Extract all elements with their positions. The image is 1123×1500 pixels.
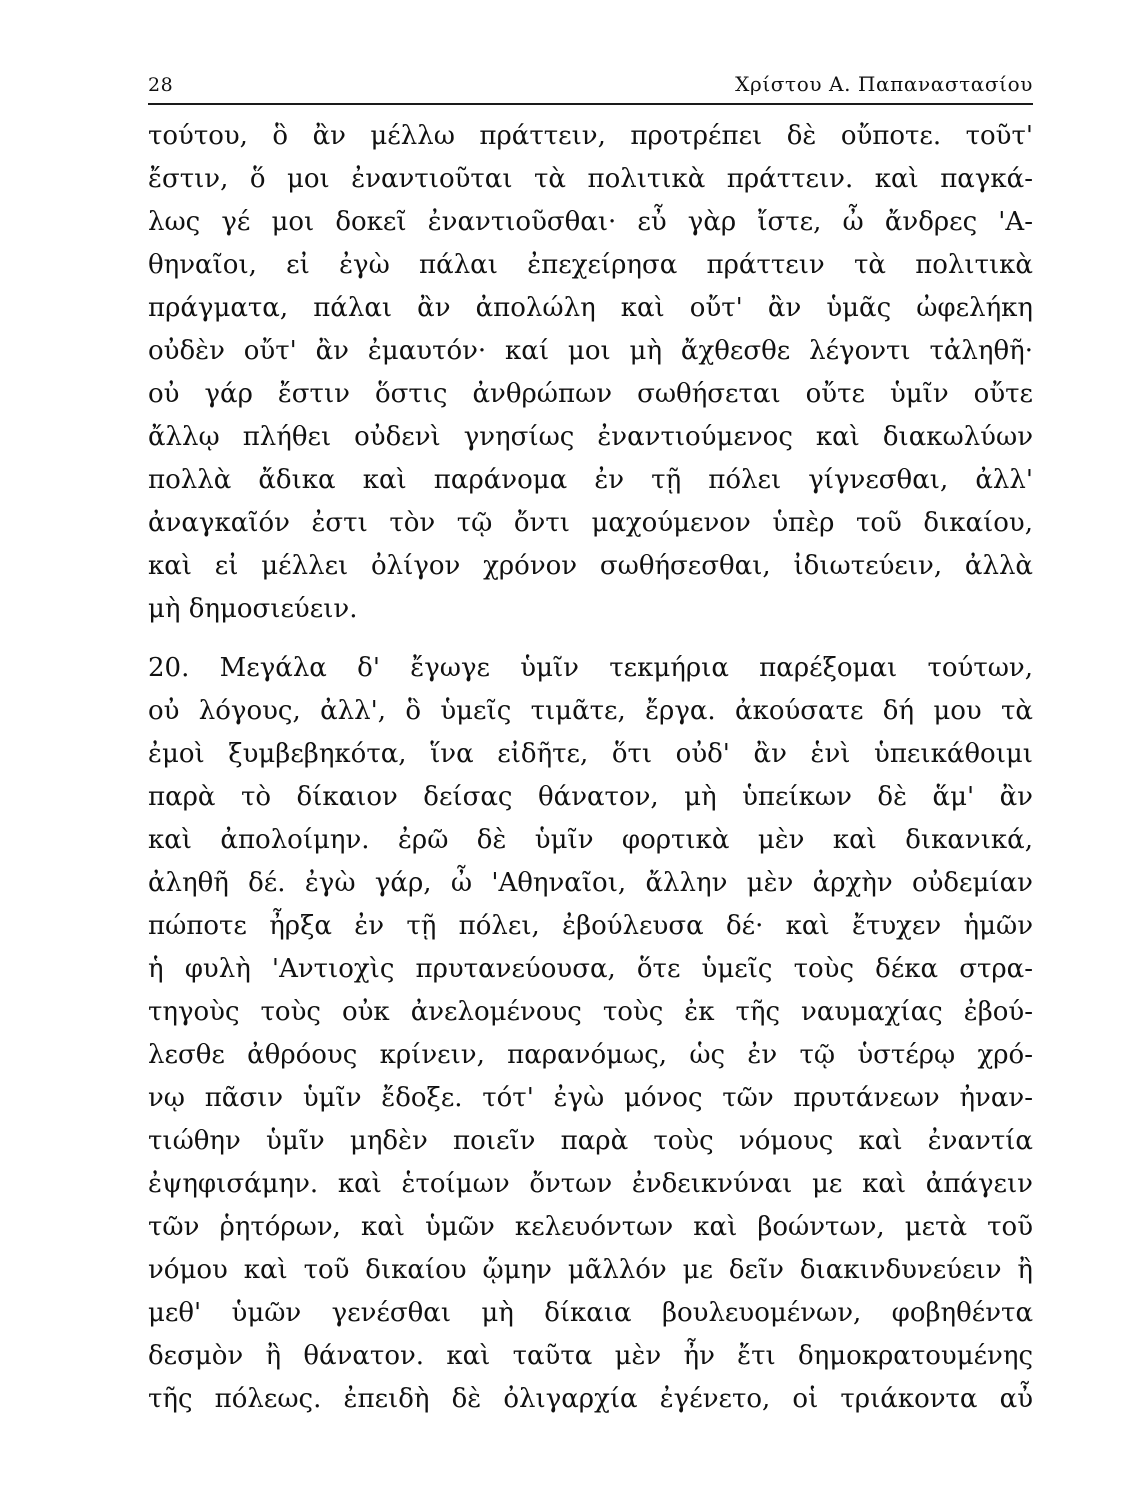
running-title: Χρίστου Α. Παπαναστασίου bbox=[735, 72, 1033, 96]
text-line: τούτου, ὃ ἂν μέλλω πράττειν, προτρέπει δὲ οὔποτε. τοῦτ' bbox=[148, 121, 1033, 151]
text-line: μὴ δημοσιεύειν. bbox=[148, 594, 358, 624]
text-line: δεσμὸν ἢ θάνατον. καὶ ταῦτα μὲν ἦν ἔτι δημοκρατουμένης bbox=[148, 1341, 1033, 1371]
page-number: 28 bbox=[148, 74, 174, 96]
text-line: θηναῖοι, εἰ ἐγὼ πάλαι ἐπεχείρησα πράττειν τὰ πολιτικὰ bbox=[148, 250, 1033, 280]
text-line: τιώθην ὑμῖν μηδὲν ποιεῖν παρὰ τοὺς νόμους καὶ ἐναντία bbox=[148, 1126, 1033, 1156]
text-line: νῳ πᾶσιν ὑμῖν ἔδοξε. τότ' ἐγὼ μόνος τῶν πρυτάνεων ἠναν- bbox=[148, 1083, 1033, 1113]
text-line: καὶ ἀπολοίμην. ἐρῶ δὲ ὑμῖν φορτικὰ μὲν καὶ δικανικά, bbox=[148, 825, 1033, 855]
text-line: ἡ φυλὴ 'Αντιοχὶς πρυτανεύουσα, ὅτε ὑμεῖς τοὺς δέκα στρα- bbox=[148, 954, 1033, 984]
text-line: οὐ λόγους, ἀλλ', ὃ ὑμεῖς τιμᾶτε, ἔργα. ἀκούσατε δή μου τὰ bbox=[148, 696, 1033, 726]
text-line: καὶ εἰ μέλλει ὀλίγον χρόνον σωθήσεσθαι, ἰδιωτεύειν, ἀλλὰ bbox=[148, 551, 1033, 581]
text-line: ἀναγκαῖόν ἐστι τὸν τῷ ὄντι μαχούμενον ὑπὲρ τοῦ δικαίου, bbox=[148, 508, 1033, 538]
text-line: οὐδὲν οὔτ' ἂν ἐμαυτόν· καί μοι μὴ ἄχθεσθε λέγοντι τἀληθῆ· bbox=[148, 336, 1033, 366]
text-line: λως γέ μοι δοκεῖ ἐναντιοῦσθαι· εὖ γὰρ ἴστε, ὦ ἄνδρες 'Α- bbox=[148, 207, 1033, 237]
text-line: οὐ γάρ ἔστιν ὅστις ἀνθρώπων σωθήσεται οὔτε ὑμῖν οὔτε bbox=[148, 379, 1033, 409]
paragraph-1 bbox=[148, 115, 1033, 631]
text-line: τηγοὺς τοὺς οὐκ ἀνελομένους τοὺς ἐκ τῆς ναυμαχίας ἐβού- bbox=[148, 997, 1033, 1027]
text-line: τῶν ῥητόρων, καὶ ὑμῶν κελευόντων καὶ βοώντων, μετὰ τοῦ bbox=[148, 1212, 1033, 1242]
text-line: 20. Μεγάλα δ' ἔγωγε ὑμῖν τεκμήρια παρέξομαι τούτων, bbox=[148, 653, 1033, 683]
text-line: παρὰ τὸ δίκαιον δείσας θάνατον, μὴ ὑπείκων δὲ ἅμ' ἂν bbox=[148, 782, 1033, 812]
text-line: τῆς πόλεως. ἐπειδὴ δὲ ὀλιγαρχία ἐγένετο, οἱ τριάκοντα αὖ bbox=[148, 1384, 1033, 1414]
text-line: ἔστιν, ὅ μοι ἐναντιοῦται τὰ πολιτικὰ πράττειν. καὶ παγκά- bbox=[148, 164, 1033, 194]
text-line: ἀληθῆ δέ. ἐγὼ γάρ, ὦ 'Αθηναῖοι, ἄλλην μὲν ἀρχὴν οὐδεμίαν bbox=[148, 868, 1033, 898]
text-line: πώποτε ἦρξα ἐν τῇ πόλει, ἐβούλευσα δέ· καὶ ἔτυχεν ἡμῶν bbox=[148, 911, 1033, 941]
header-rule bbox=[148, 103, 1033, 105]
text-line: πράγματα, πάλαι ἂν ἀπολώλη καὶ οὔτ' ἂν ὑμᾶς ὠφελήκη bbox=[148, 293, 1033, 323]
paragraph-2 bbox=[148, 647, 1033, 1421]
text-line: ἄλλῳ πλήθει οὐδενὶ γνησίως ἐναντιούμενος καὶ διακωλύων bbox=[148, 422, 1033, 452]
text-line: λεσθε ἀθρόους κρίνειν, παρανόμως, ὡς ἐν τῷ ὑστέρῳ χρό- bbox=[148, 1040, 1033, 1070]
text-line: ἐμοὶ ξυμβεβηκότα, ἵνα εἰδῆτε, ὅτι οὐδ' ἂν ἑνὶ ὑπεικάθοιμι bbox=[148, 739, 1033, 769]
running-head bbox=[148, 68, 1033, 102]
text-line: νόμου καὶ τοῦ δικαίου ᾤμην μᾶλλόν με δεῖν διακινδυνεύειν ἢ bbox=[148, 1255, 1033, 1285]
text-line: πολλὰ ἄδικα καὶ παράνομα ἐν τῇ πόλει γίγνεσθαι, ἀλλ' bbox=[148, 465, 1033, 495]
text-line: ἐψηφισάμην. καὶ ἑτοίμων ὄντων ἐνδεικνύναι με καὶ ἀπάγειν bbox=[148, 1169, 1033, 1199]
text-line: μεθ' ὑμῶν γενέσθαι μὴ δίκαια βουλευομένων, φοβηθέντα bbox=[148, 1298, 1033, 1328]
